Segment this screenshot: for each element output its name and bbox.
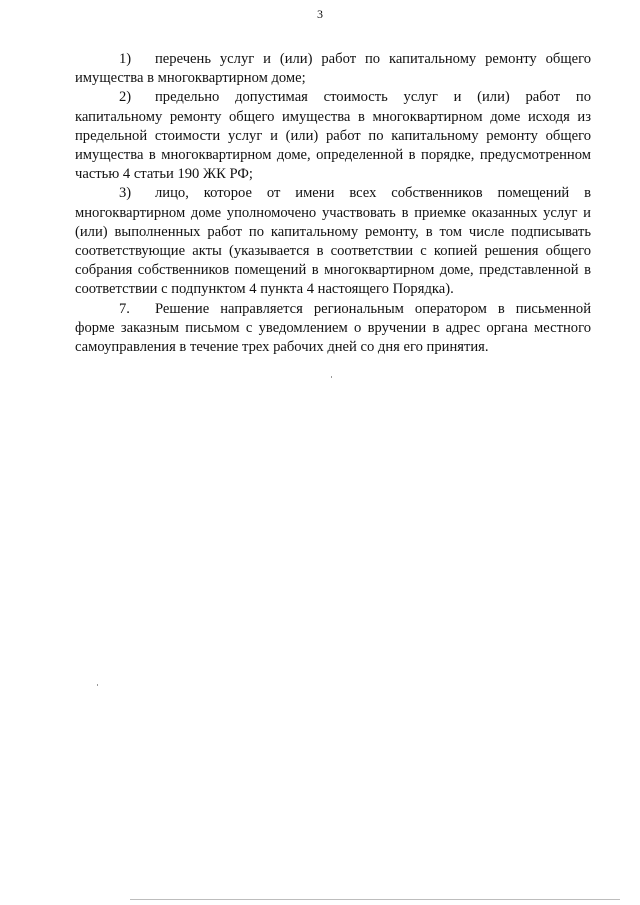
scan-speck [97, 684, 98, 686]
list-item-number: 2) [119, 89, 132, 106]
scan-edge-line [130, 899, 620, 900]
list-item-2 [75, 88, 591, 184]
clause-text: Решение направляется региональным оператором в письменной форме заказным письмом с уведомлением о вручении в адрес органа местного самоуправления в течение трех рабочих дней со дня его принятия. [75, 300, 591, 356]
clause-number: 7. [119, 300, 130, 317]
list-item-number: 1) [119, 51, 132, 67]
scan-speck [331, 376, 332, 378]
list-item-text: предельно допустимая стоимость услуг и (или) работ по капитальному ремонту общего имущества в многоквартирном доме исходя из предельной стоимости услуг и (или) работ по капитальному ремонту общего имущества в многоквартирном доме, определенной в порядке, предусмотренном частью 4 статьи 190 ЖК РФ; [75, 89, 591, 183]
list-item-number: 3) [119, 185, 132, 202]
list-item-3 [75, 184, 591, 299]
list-item-text: перечень услуг и (или) работ по капитальному ремонту общего имущества в многоквартирном доме; [75, 51, 591, 87]
document-body [75, 50, 591, 357]
list-item-text: лицо, которое от имени всех собственников помещений в многоквартирном доме уполномочено участвовать в приемке оказанных услуг и (или) выполненных работ по капитальному ремонту, в том числе подписывать соответствующие акты (указывается в соответствии с копией решения общего собрания собственников помещений в многоквартирном доме, представленной в соответствии с подпунктом 4 пункта 4 настоящего Порядка). [75, 185, 591, 298]
list-item-1 [75, 50, 591, 88]
page-number: 3 [317, 7, 323, 21]
clause-7 [75, 300, 591, 358]
